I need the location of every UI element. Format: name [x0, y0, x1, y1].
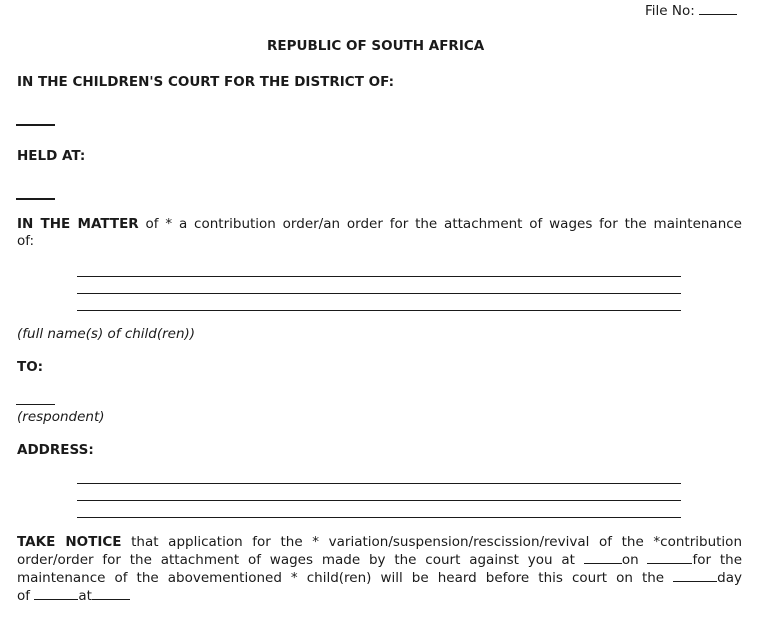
- notice-line-2: [17, 551, 742, 569]
- notice-line3-text: maintenance of the abovementioned * child(ren) will be heard before this court on the: [17, 570, 665, 586]
- notice-lead: TAKE NOTICE: [17, 534, 122, 550]
- notice-on-text: on: [621, 552, 639, 568]
- address-line-3[interactable]: [77, 517, 681, 518]
- file-number-field[interactable]: [699, 2, 737, 15]
- court-location-field[interactable]: [584, 551, 622, 564]
- district-field[interactable]: [16, 124, 55, 126]
- address-line-2[interactable]: [77, 500, 681, 501]
- hearing-day-field[interactable]: [673, 569, 717, 582]
- matter-text-line1: of * a contribution order/an order for the attachment of wages for the maintenance: [145, 216, 742, 232]
- notice-day-text: day: [717, 570, 742, 586]
- address-line-1[interactable]: [77, 483, 681, 484]
- held-at-field[interactable]: [16, 198, 55, 200]
- notice-line1-text: that application for the * variation/suspension/rescission/revival of the *contribution: [131, 534, 742, 550]
- court-district-heading: IN THE CHILDREN'S COURT FOR THE DISTRICT OF:: [17, 74, 394, 90]
- child-name-line-2[interactable]: [77, 293, 681, 294]
- notice-line-3: [17, 569, 742, 587]
- address-label: ADDRESS:: [17, 442, 94, 458]
- held-at-label: HELD AT:: [17, 148, 86, 164]
- notice-for-text: for the: [692, 552, 743, 568]
- notice-line-1: [17, 533, 742, 551]
- hearing-time-field[interactable]: [92, 587, 130, 600]
- notice-at-text: at: [78, 588, 92, 604]
- document-title: REPUBLIC OF SOUTH AFRICA: [267, 38, 485, 54]
- children-caption: (full name(s) of child(ren)): [17, 326, 196, 342]
- notice-line2-text: order/order for the attachment of wages made by the court against you at: [17, 552, 575, 568]
- matter-lead: IN THE MATTER: [17, 216, 139, 232]
- file-number-label: File No:: [645, 3, 695, 19]
- respondent-field[interactable]: [16, 404, 55, 405]
- matter-text-line2: of:: [17, 233, 35, 249]
- hearing-month-field[interactable]: [34, 587, 78, 600]
- order-date-field[interactable]: [647, 551, 692, 564]
- notice-line-4: [17, 587, 130, 604]
- child-name-line-3[interactable]: [77, 310, 681, 311]
- notice-of-text: of: [17, 588, 31, 604]
- matter-paragraph: [17, 215, 742, 233]
- child-name-line-1[interactable]: [77, 276, 681, 277]
- respondent-caption: (respondent): [17, 409, 105, 425]
- to-label: TO:: [17, 359, 44, 375]
- file-number: [645, 2, 737, 19]
